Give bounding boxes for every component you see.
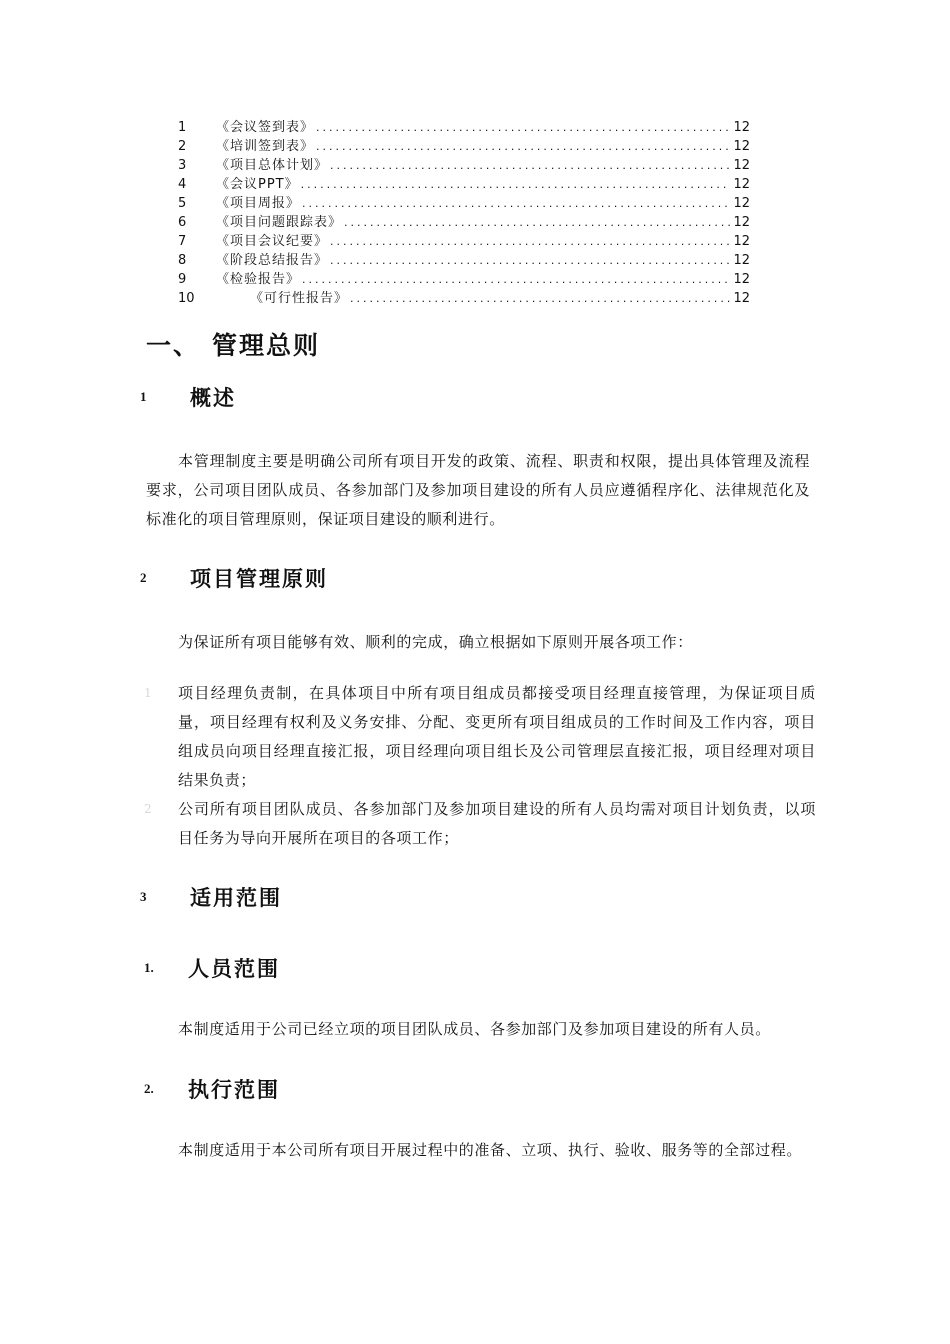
list-item [144,795,816,853]
subsection-title: 人员范围 [188,956,280,981]
subsection-number: 3 [140,889,147,904]
toc-entry-number: 3 [178,158,187,173]
list-marker: 2 [144,802,153,816]
subsection-title: 项目管理原则 [190,566,328,591]
toc-entry-page: 12 [733,120,750,135]
toc-entry-number: 1 [178,120,187,135]
toc-leader-dots [330,232,730,251]
subsection-heading [144,1074,280,1104]
toc-entry-title: 《项目周报》 [216,196,301,211]
subsection-title: 执行范围 [188,1077,280,1102]
toc-entry-number: 5 [178,196,187,211]
personnel-scope-paragraph: 本制度适用于公司已经立项的项目团队成员、各参加部门及参加项目建设的所有人员。 [178,1020,771,1038]
principles-intro-paragraph: 为保证所有项目能够有效、顺利的完成，确立根据如下原则开展各项工作： [178,633,693,651]
toc-leader-dots [302,270,730,289]
toc-entry[interactable] [178,194,750,213]
toc-entry[interactable] [178,213,750,232]
toc-entry-page: 12 [733,139,750,154]
toc-entry-page: 12 [733,272,750,287]
toc-entry-title: 《检验报告》 [216,272,301,287]
toc-leader-dots [302,194,730,213]
toc-leader-dots [344,213,730,232]
toc-leader-dots [316,137,730,156]
toc-entry-title: 《项目总体计划》 [216,158,329,173]
subsection-heading [144,953,280,983]
toc-entry-number: 2 [178,139,187,154]
overview-paragraph: 本管理制度主要是明确公司所有项目开发的政策、流程、职责和权限，提出具体管理及流程要求，公司项目团队成员、各参加部门及参加项目建设的所有人员应遵循程序化、法律规范化及标准化的项目管理原则，保证项目建设的顺利进行。 [146,452,810,528]
toc-leader-dots [330,251,730,270]
toc-entry-number: 10 [178,291,195,306]
toc-entry-title: 《项目会议纪要》 [216,234,329,249]
toc-entry-title: 《会议PPT》 [216,177,299,192]
toc-entry[interactable] [178,232,750,251]
subsection-title: 概述 [190,385,236,410]
toc-entry-number: 7 [178,234,187,249]
execution-scope-paragraph: 本制度适用于本公司所有项目开展过程中的准备、立项、执行、验收、服务等的全部过程。 [178,1141,803,1159]
toc-entry-number: 6 [178,215,187,230]
list-item [144,679,816,795]
toc-entry-title: 《项目问题跟踪表》 [216,215,343,230]
subsection-title: 适用范围 [190,885,282,910]
principles-list [144,679,816,853]
section-heading [146,326,320,362]
toc-entry[interactable] [178,156,750,175]
subsection-heading [140,882,282,912]
section-title: 管理总则 [212,331,321,360]
toc-entry-number: 8 [178,253,187,268]
toc-entry-title: 《可行性报告》 [250,291,349,306]
toc-leader-dots [301,175,730,194]
toc-entry-number: 9 [178,272,187,287]
toc-entry-title: 《阶段总结报告》 [216,253,329,268]
toc-entry[interactable] [178,289,750,308]
toc-entry[interactable] [178,175,750,194]
toc-entry-page: 12 [733,291,750,306]
section-number: 一、 [146,331,201,360]
toc-entry-page: 12 [733,234,750,249]
toc-entry-page: 12 [733,177,750,192]
toc-entry-page: 12 [733,215,750,230]
toc-leader-dots [330,156,730,175]
toc-leader-dots [316,118,730,137]
subsection-number: 2 [140,570,147,585]
subsection-heading [140,382,236,412]
toc-leader-dots [350,289,730,308]
list-item-text: 公司所有项目团队成员、各参加部门及参加项目建设的所有人员均需对项目计划负责，以项目任务为导向开展所在项目的各项工作； [178,800,816,847]
toc-entry[interactable] [178,137,750,156]
toc-entry-title: 《培训签到表》 [216,139,315,154]
subsection-number: 1 [140,389,147,404]
subsection-heading [140,563,328,593]
toc-entry-page: 12 [733,253,750,268]
toc-entry[interactable] [178,270,750,289]
subsection-number: 2. [144,1081,154,1096]
toc-entry-number: 4 [178,177,187,192]
list-item-text: 项目经理负责制，在具体项目中所有项目组成员都接受项目经理直接管理，为保证项目质量，项目经理有权利及义务安排、分配、变更所有项目组成员的工作时间及工作内容，项目组成员向项目经理直接汇报，项目经理向项目组长及公司管理层直接汇报，项目经理对项目结果负责； [178,684,816,789]
list-marker: 1 [144,686,153,700]
toc-entry-page: 12 [733,158,750,173]
toc-entry-page: 12 [733,196,750,211]
table-of-contents [178,118,750,308]
toc-entry[interactable] [178,118,750,137]
subsection-number: 1. [144,960,154,975]
toc-entry[interactable] [178,251,750,270]
toc-entry-title: 《会议签到表》 [216,120,315,135]
